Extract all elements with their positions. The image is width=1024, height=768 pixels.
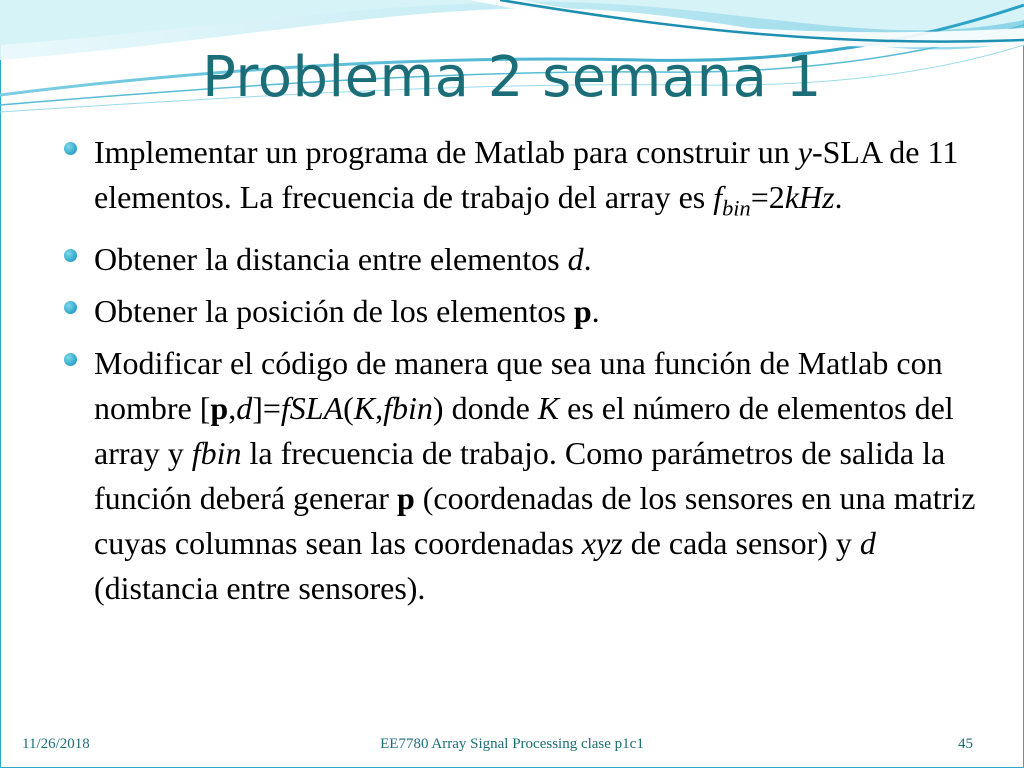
bullet-item — [58, 130, 978, 230]
bullet-text: . — [834, 179, 843, 215]
bullet-text: =2 — [750, 179, 785, 215]
bullet-text: -SLA de 11 elementos. La frecuencia de trabajo del array es — [94, 134, 959, 215]
bullet-icon — [64, 353, 77, 366]
bullet-text: xyz — [581, 525, 623, 562]
bullet-text: Obtener la posición de los elementos — [94, 293, 574, 330]
bullet-item — [58, 341, 978, 611]
footer-date: 11/26/2018 — [22, 736, 90, 752]
bullet-text: Obtener la distancia entre elementos — [94, 241, 568, 278]
bullet-text: K — [353, 390, 376, 427]
bullet-item — [58, 289, 978, 334]
bullet-text: , — [228, 390, 237, 427]
bullet-text: f — [713, 179, 723, 215]
bullet-text: fSLA — [280, 390, 344, 427]
bullet-text: , — [375, 390, 384, 427]
footer-course: EE7780 Array Signal Processing clase p1c1 — [380, 736, 644, 752]
bullet-text: d — [236, 390, 253, 427]
bullet-text: d — [567, 241, 584, 278]
bullet-text: . — [583, 241, 592, 278]
bullet-text: p — [573, 293, 592, 330]
bullet-text: ( — [343, 390, 354, 427]
bullet-text: d — [859, 525, 876, 562]
bullet-text: (coordenadas de los sensores en una matriz cuyas columnas sean las coordenadas — [94, 480, 976, 562]
footer-page-number: 45 — [958, 736, 973, 752]
bullet-text: la frecuencia de trabajo. Como parámetros de salida la función deberá generar — [94, 435, 946, 517]
bullet-text: ]= — [252, 390, 281, 427]
bullet-text: Modificar el código de manera que sea una función de Matlab con nombre [ — [94, 345, 943, 427]
bullet-text: (distancia entre sensores). — [94, 570, 426, 607]
bullet-item — [58, 237, 978, 282]
bullet-text: . — [591, 293, 600, 330]
bullet-text: bin — [722, 195, 751, 221]
bullet-text: p — [396, 480, 415, 517]
bullet-text: fbin — [191, 435, 242, 472]
bullet-icon — [64, 249, 77, 262]
bullet-text: ) donde — [432, 390, 538, 427]
bullet-text: fbin — [383, 390, 433, 427]
slide-title: Problema 2 semana 1 — [202, 45, 822, 110]
bullet-list — [58, 130, 978, 618]
bullet-text: y — [797, 134, 812, 170]
bullet-text: p — [210, 390, 229, 427]
bullet-icon — [64, 301, 77, 314]
bullet-text: de cada sensor) y — [622, 525, 860, 562]
bullet-text: Implementar un programa de Matlab para construir un — [94, 134, 798, 170]
bullet-text: kHz — [784, 179, 835, 215]
bullet-icon — [64, 142, 77, 155]
bullet-text: K — [537, 390, 560, 427]
bullet-text: es el número de elementos del array y — [94, 390, 954, 472]
